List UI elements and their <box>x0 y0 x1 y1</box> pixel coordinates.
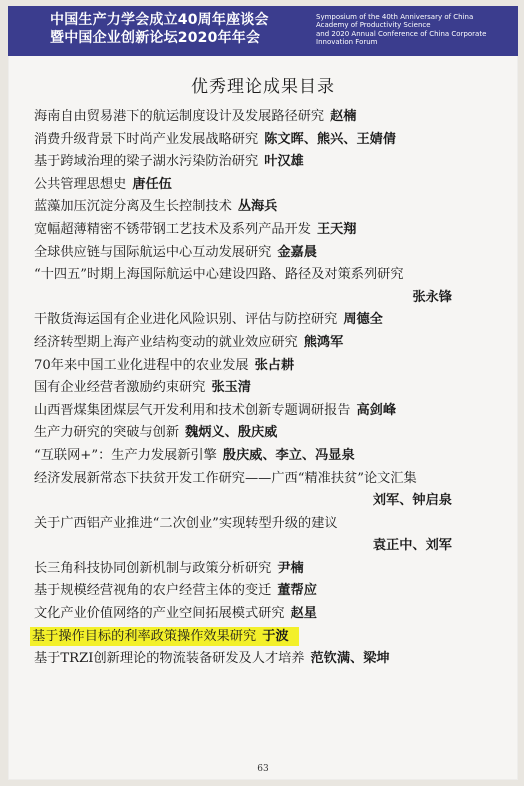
list-item <box>34 264 514 309</box>
achievement-list <box>34 106 514 671</box>
entry-title: 基于规模经营视角的农户经营主体的变迁 <box>34 583 272 599</box>
header-english-line: and 2020 Annual Conference of China Corporate <box>316 29 487 38</box>
entry-title: 山西晋煤集团煤层气开发利用和技术创新专题调研报告 <box>34 402 351 418</box>
entry-title: 经济发展新常态下扶贫开发工作研究——广西“精准扶贫”论文汇集 <box>34 470 417 486</box>
entry-title: 生产力研究的突破与创新 <box>34 425 180 441</box>
entry-author: 唐任伍 <box>132 176 172 192</box>
list-item <box>34 151 514 174</box>
list-item <box>34 513 514 558</box>
list-item <box>34 242 514 265</box>
entry-title: 消费升级背景下时尚产业发展战略研究 <box>34 131 259 147</box>
list-item <box>34 603 514 626</box>
entry-author: 尹楠 <box>277 560 304 576</box>
list-item <box>34 580 514 603</box>
entry-author: 殷庆威、李立、冯显泉 <box>222 447 355 463</box>
entry-author: 袁正中、刘军 <box>372 538 452 554</box>
entry-title: “互联网+”：生产力发展新引擎 <box>34 447 217 463</box>
entry-author: 赵楠 <box>330 109 357 124</box>
entry-title: 宽幅超薄精密不锈带钢工艺技术及系列产品开发 <box>34 221 311 237</box>
document-page <box>8 6 518 780</box>
entry-title: 关于广西铝产业推进“二次创业”实现转型升级的建议 <box>34 515 338 531</box>
list-item <box>34 445 514 468</box>
header-english-line: Symposium of the 40th Anniversary of China <box>316 13 474 21</box>
highlight-marker <box>30 627 299 646</box>
entry-author: 赵星 <box>290 606 317 622</box>
header-title-line2: 暨中国企业创新论坛2020年年会 <box>50 30 261 46</box>
list-item <box>34 309 514 332</box>
list-item <box>34 129 514 152</box>
entry-title: 经济转型期上海产业结构变动的就业效应研究 <box>34 334 298 350</box>
header-english-line: Innovation Forum <box>316 37 378 46</box>
entry-author: 刘军、钟启泉 <box>372 493 452 509</box>
header-english-line: Academy of Productivity Science <box>316 21 431 30</box>
entry-author: 于波 <box>262 628 289 644</box>
entry-author: 王天翔 <box>316 221 357 237</box>
page-number: 63 <box>257 764 269 774</box>
header-title-line1: 中国生产力学会成立40周年座谈会 <box>50 12 269 28</box>
list-item <box>34 355 514 378</box>
list-item <box>34 219 514 242</box>
entry-author: 陈文晖、熊兴、王婧倩 <box>264 131 397 147</box>
list-item <box>34 648 514 671</box>
entry-title: 干散货海运国有企业进化风险识别、评估与防控研究 <box>34 312 338 328</box>
header-banner <box>8 6 518 56</box>
entry-author: 张永锋 <box>412 289 452 305</box>
section-title: 优秀理论成果目录 <box>191 77 335 97</box>
header-title-chinese <box>50 11 269 47</box>
list-item <box>34 332 514 355</box>
entry-author: 丛海兵 <box>237 199 278 215</box>
list-item <box>34 196 514 219</box>
header-title-english <box>316 13 516 46</box>
entry-title: 基于操作目标的利率政策操作效果研究 <box>32 628 257 644</box>
list-item <box>34 377 514 400</box>
entry-title: 基于跨域治理的梁子湖水污染防治研究 <box>34 154 259 170</box>
list-item <box>34 174 514 197</box>
entry-author: 叶汉雄 <box>264 154 304 170</box>
entry-title: 长三角科技协同创新机制与政策分析研究 <box>34 560 272 576</box>
list-item <box>34 106 514 129</box>
list-item <box>34 558 514 581</box>
list-item <box>34 468 514 513</box>
entry-title: 蓝藻加压沉淀分离及生长控制技术 <box>34 199 232 215</box>
entry-author: 董帮应 <box>277 583 317 599</box>
list-item <box>34 422 514 445</box>
entry-author: 张玉清 <box>211 380 251 396</box>
entry-title: 公共管理思想史 <box>34 176 127 192</box>
entry-title: 全球供应链与国际航运中心互动发展研究 <box>34 244 272 260</box>
entry-author: 高剑峰 <box>356 402 397 418</box>
entry-title: 国有企业经营者激励约束研究 <box>34 380 206 396</box>
list-item <box>34 400 514 423</box>
entry-author: 熊鸿军 <box>303 334 344 350</box>
entry-author: 周德全 <box>343 312 383 328</box>
entry-title: 文化产业价值网络的产业空间拓展模式研究 <box>34 606 285 622</box>
entry-title: 海南自由贸易港下的航运制度设计及发展路径研究 <box>34 109 325 124</box>
entry-author: 张占耕 <box>254 357 295 373</box>
entry-author: 范钦满、梁坤 <box>310 651 390 667</box>
highlighted-list-item <box>34 626 514 649</box>
entry-title: 基于TRZI创新理论的物流装备研发及人才培养 <box>34 651 305 667</box>
entry-author: 魏炳义、殷庆威 <box>185 425 278 441</box>
entry-title: 70年来中国工业化进程中的农业发展 <box>34 357 249 373</box>
entry-author: 金嘉晨 <box>277 244 317 260</box>
entry-title: “十四五”时期上海国际航运中心建设四路、路径及对策系列研究 <box>34 267 404 283</box>
